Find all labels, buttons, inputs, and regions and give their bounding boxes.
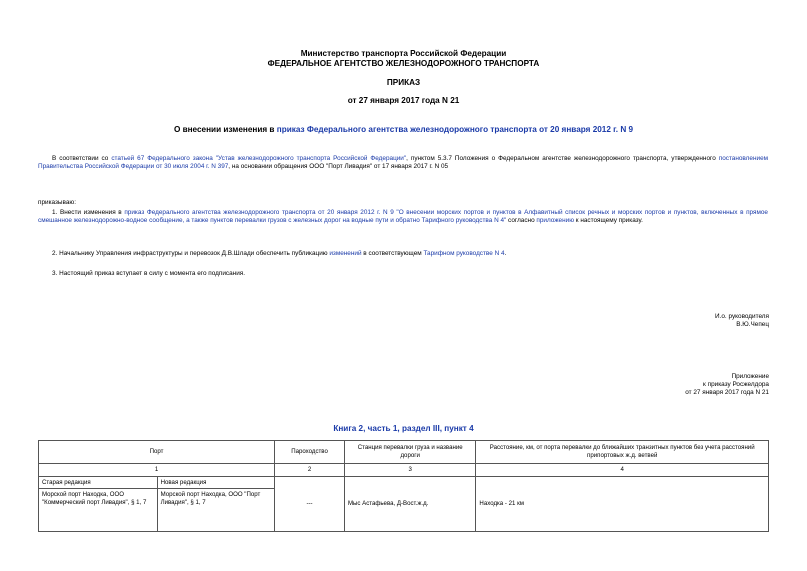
col-number-4: 4 (476, 464, 769, 477)
government-decree-link[interactable]: постановлением Правительства Российской Федерации от 30 июля 2004 г. N 397 (38, 155, 769, 170)
order-word: приказываю: (38, 199, 76, 206)
appendix-line-1: Приложение (731, 373, 769, 380)
appendix-line-2: к приказу Росжелдора (703, 381, 769, 388)
distance-cell: Находка - 21 км (476, 476, 769, 532)
item-2-paragraph (38, 250, 768, 258)
station-cell: Мыс Астафьева, Д-Вост.ж.д. (344, 476, 475, 532)
ferry-cell: --- (275, 476, 345, 532)
header-ferry: Пароходство (275, 441, 345, 464)
ports-table (38, 440, 769, 532)
doc-title-prefix: О внесении изменения в (173, 125, 277, 134)
preamble-paragraph (38, 155, 768, 171)
doc-title (0, 125, 807, 135)
ministry-name: Министерство транспорта Российской Федерации (300, 49, 507, 58)
new-edition-text: Морской порт Находка, ООО "Порт Ливадия", § 1, 7 (157, 489, 275, 532)
document-header (0, 49, 807, 70)
appendix-line-3: от 27 января 2017 года N 21 (685, 389, 769, 396)
item-1-paragraph (38, 209, 768, 225)
item-3-paragraph: 3. Настоящий приказ вступает в силу с момента его подписания. (52, 270, 246, 277)
amended-order-link[interactable]: приказ Федерального агентства железнодорожного транспорта от 20 января 2012 г. N 9 (276, 125, 634, 134)
item-2-text-2: в соответствующем (361, 250, 424, 257)
item-2-text-1: 2. Начальнику Управления инфраструктуры и перевозок Д.В.Шлади обеспечить публикацию (52, 250, 330, 257)
order-n9-link[interactable]: приказ Федерального агентства железнодорожного транспорта от 20 января 2012 г. N 9 "О внесении морских портов и пунктов в Алфавитный список речных и морских портов и пунктов, включенных в прямое смешанное железнодорожно-водное сообщение, а также пунктов перевалки грузов с железных дорог на водные пути и обратно Тарифного руководства N 4" (38, 209, 768, 224)
col-number-1: 1 (39, 464, 275, 477)
signatory-name: В.Ю.Чепец (736, 321, 769, 328)
header-port: Порт (39, 441, 275, 464)
preamble-text-3: , на основании обращения ООО "Порт Ливадия" от 17 января 2017 г. N 05 (228, 163, 449, 170)
old-edition-label: Старая редакция (39, 476, 158, 489)
changes-link[interactable]: изменений (329, 250, 362, 257)
col-number-2: 2 (275, 464, 345, 477)
doc-date-number: от 27 января 2017 года N 21 (347, 96, 460, 105)
doc-type: ПРИКАЗ (386, 78, 421, 87)
tariff-guide-link[interactable]: Тарифном руководстве N 4 (423, 250, 505, 257)
preamble-text-2: , пунктом 5.3.7 Положения о Федеральном агентстве железнодорожного транспорта, утвержденного (406, 155, 719, 162)
table-number-row (39, 464, 769, 477)
section-title: Книга 2, часть 1, раздел III, пункт 4 (333, 424, 474, 433)
appendix-link[interactable]: приложению (536, 217, 574, 224)
col-number-3: 3 (344, 464, 475, 477)
preamble-text-1: В соответствии со (52, 155, 112, 162)
agency-name: ФЕДЕРАЛЬНОЕ АГЕНТСТВО ЖЕЛЕЗНОДОРОЖНОГО ТРАНСПОРТА (267, 59, 540, 69)
item-2-text-3: . (504, 250, 507, 257)
item-1-text-3: к настоящему приказу. (574, 217, 643, 224)
table-row (39, 476, 769, 489)
law-article-link[interactable]: статьей 67 Федерального закона "Устав железнодорожного транспорта Российской Федерации" (111, 155, 407, 162)
header-distance: Расстояние, км, от порта перевалки до ближайших транзитных пунктов без учета расстояний припортовых ж.д. ветвей (476, 441, 769, 464)
new-edition-label: Новая редакция (157, 476, 275, 489)
header-station: Станция перевалки груза и название дороги (344, 441, 475, 464)
old-edition-text: Морской порт Находка, ООО "Коммерческий порт Ливадия", § 1, 7 (39, 489, 158, 532)
appendix-block (685, 373, 769, 397)
item-1-text-1: 1. Внести изменения в (52, 209, 125, 216)
table-header-row (39, 441, 769, 464)
signatory-role: И.о. руководителя (715, 313, 769, 320)
signature-block (715, 313, 769, 329)
item-1-text-2: согласно (506, 217, 537, 224)
